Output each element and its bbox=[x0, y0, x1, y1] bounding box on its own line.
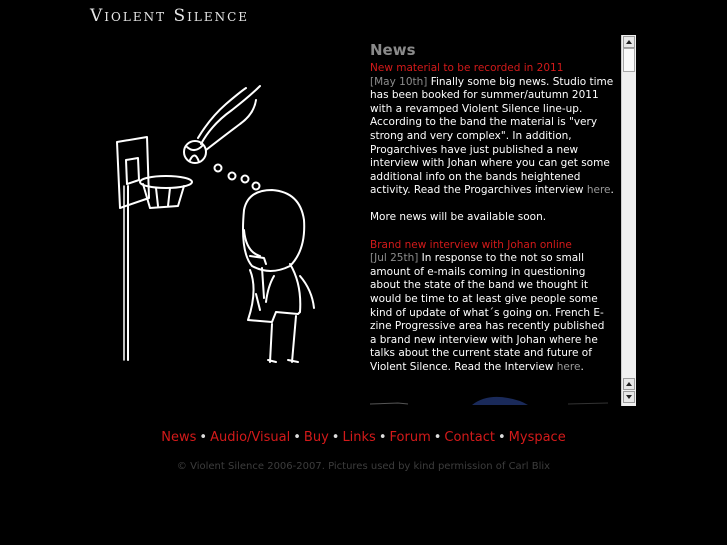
nav-forum[interactable]: Forum bbox=[389, 430, 431, 445]
nav-separator: • bbox=[293, 430, 301, 445]
scroll-up-button[interactable] bbox=[623, 36, 635, 48]
news-item-body bbox=[370, 76, 620, 198]
news-panel[interactable] bbox=[368, 35, 620, 405]
news-item-after: . bbox=[610, 184, 614, 197]
news-item-text: Finally some big news. Studio time has been booked for summer/autumn 2011 with a revamped Violent Silence line-up. According to the band the material is "very strong and very complex". In addition, Progarchives have just published a new interview with Johan where you can get some additional info on the bands heightened activity. Read the Progarchives interview bbox=[370, 75, 614, 197]
nav-myspace[interactable]: Myspace bbox=[508, 430, 566, 445]
site-logo[interactable]: Violent Silence bbox=[90, 6, 250, 26]
news-item-text: In response to the not so small amount of e-mails coming in questioning about the state of the band we thought it would be time to at least give people some kind of update of what´s going on. French E-zine Progressive area has recently published a brand new interview with Johan where he talks about the current state and future of Violent Silence. Read the Interview bbox=[370, 252, 605, 373]
scroll-down-arrow-icon bbox=[626, 395, 632, 399]
interview-link[interactable]: here bbox=[556, 360, 581, 373]
nav-separator: • bbox=[378, 430, 387, 445]
nav-separator: • bbox=[497, 430, 506, 445]
news-item-title: Brand new interview with Johan online bbox=[370, 238, 572, 251]
panel-bottom-image-strip bbox=[368, 392, 620, 406]
news-item-body bbox=[370, 252, 620, 374]
news-item-after: . bbox=[580, 360, 584, 373]
nav-contact[interactable]: Contact bbox=[444, 430, 495, 445]
news-item-date: [Jul 25th] bbox=[370, 252, 419, 265]
copyright-footer: © Violent Silence 2006-2007. Pictures used by kind permission of Carl Blix bbox=[176, 461, 551, 472]
basketball-illustration bbox=[100, 80, 340, 370]
news-heading: News bbox=[370, 41, 416, 59]
nav-news[interactable]: News bbox=[161, 430, 197, 445]
scrollbar-thumb[interactable] bbox=[623, 48, 635, 72]
news-scrollbar[interactable] bbox=[621, 35, 636, 406]
nav-separator: • bbox=[331, 430, 340, 445]
news-item-title: New material to be recorded in 2011 bbox=[370, 62, 564, 74]
nav-audio-visual[interactable]: Audio/Visual bbox=[210, 430, 291, 445]
scroll-down-button[interactable] bbox=[623, 391, 635, 403]
scroll-up-arrow-icon bbox=[626, 382, 632, 386]
scroll-up-button-lower[interactable] bbox=[623, 378, 635, 390]
nav-separator: • bbox=[199, 430, 208, 445]
scroll-up-arrow-icon bbox=[626, 40, 632, 44]
nav-separator: • bbox=[433, 430, 442, 445]
more-news-text: More news will be available soon. bbox=[370, 210, 547, 223]
nav-buy[interactable]: Buy bbox=[303, 430, 329, 445]
news-item-date: [May 10th] bbox=[370, 75, 428, 88]
interview-link[interactable]: here bbox=[586, 184, 611, 197]
nav-links[interactable]: Links bbox=[342, 430, 376, 445]
main-nav bbox=[0, 430, 727, 445]
